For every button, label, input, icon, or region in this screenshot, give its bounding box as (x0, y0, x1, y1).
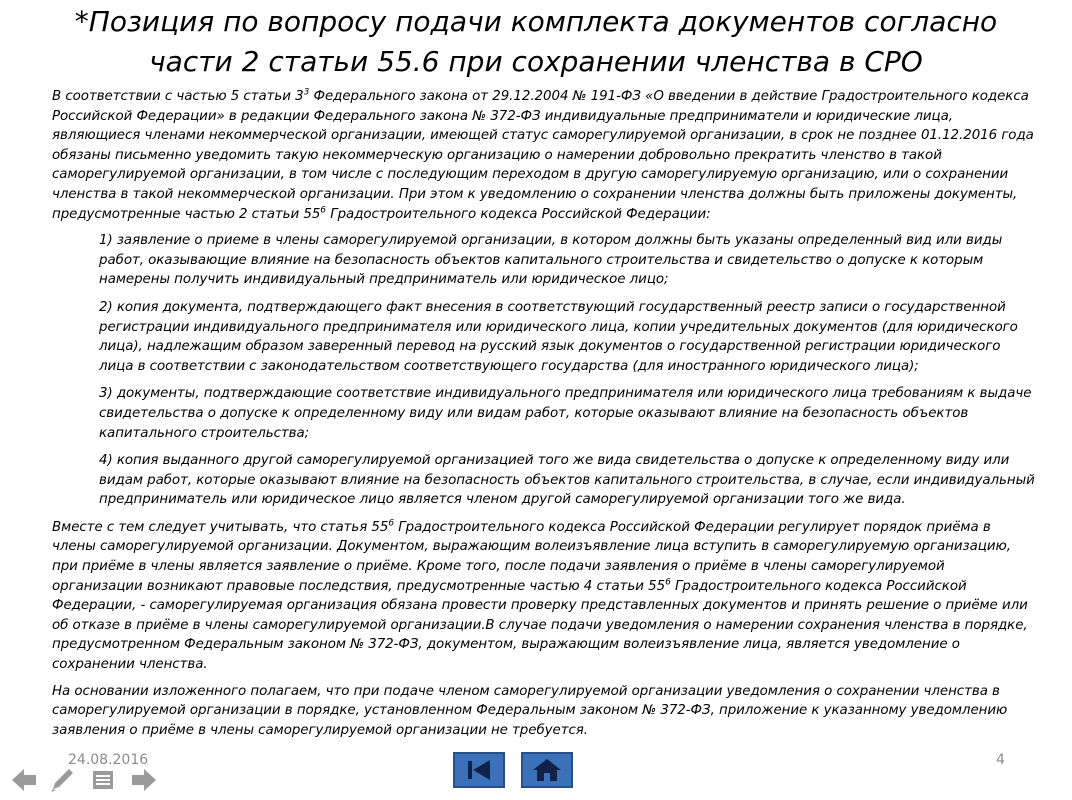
pen-icon (48, 766, 76, 794)
slide-number: 4 (996, 752, 1005, 768)
pen-tool-button[interactable] (48, 766, 76, 794)
list-item: 4) копия выданного другой саморегулируемой организацией того же вида свидетельства о допуске к определенному виду или видам работ, которые оказывают влияние на безопасность объектов капитального строительства, в случае, если индивидуальный предприниматель или юридическое лицо является членом другой саморегулируемой организации того же вида. (99, 453, 1035, 508)
next-slide-button[interactable] (130, 766, 158, 794)
conclusion-paragraph: На основании изложенного полагаем, что при подаче членом саморегулируемой организации уведомления о сохранении членства в саморегулируемой организации в порядке, установленном Федеральным законом № 372-ФЗ, приложение к указанному уведомлению заявления о приёме в члены саморегулируемой организации не требуется. (52, 683, 1008, 738)
slide-title (30, 2, 1042, 82)
home-icon (523, 754, 571, 786)
slide-title-line-1: *Позиция по вопросу подачи комплекта документов согласно (74, 5, 998, 38)
slides-menu-icon (90, 766, 118, 794)
second-paragraph: Вместе с тем следует учитывать, что статья $55^6$ Градостроительного кодекса Российской Федерации регулирует порядок приёма в члены саморегулируемой организации. Документом, выражающим волеизъявление лица вступить в саморегулируемую организацию, при приёме в члены является заявление о приёме. Кроме того, после подачи заявления о приёме в члены саморегулируемой организации возникают правовые последствия, предусмотренные частью 4 статьи $55^6$ Градостроительного кодекса Российской Федерации, - саморегулируемая организация обязана провести проверку представленных документов и принять решение о приёме или об отказе в приёме в члены саморегулируемой организации.В случае подачи уведомления о намерении сохранения членства в порядке, предусмотренном Федеральным законом № 372-ФЗ, документом, выражающим волеизъявление лица, является уведомление о сохранении членства. (52, 518, 1028, 673)
previous-slide-button[interactable] (10, 766, 38, 794)
slide-title-line-2: части 2 статьи 55.6 при сохранении членства в СРО (149, 45, 923, 78)
slide-body (52, 87, 1037, 747)
intro-paragraph: В соответствии с частью 5 статьи $3^3$ Федерального закона от 29.12.2004 № 191-ФЗ «О введении в действие Градостроительного кодекса Российской Федерации» в редакции Федерального закона № 372-ФЗ индивидуальные предприниматели и юридические лица, являющиеся членами некоммерческой организации, имеющей статус саморегулируемой организации, в срок не позднее 01.12.2016 года обязаны письменно уведомить такую некоммерческую организацию о намерении добровольно прекратить членство в такой саморегулируемой организации, в том числе с последующим переходом в другую саморегулируемую организацию, или о сохранении членства в такой некоммерческой организации. При этом к уведомлению о сохранении членства должны быть приложены документы, предусмотренные частью 2 статьи $55^6$ Градостроительного кодекса Российской Федерации: (52, 87, 1034, 222)
footer-date: 24.08.2016 (68, 752, 149, 768)
home-button[interactable] (521, 752, 573, 788)
list-item: 2) копия документа, подтверждающего факт внесения в соответствующий государственный реестр записи о государственной регистрации индивидуального предпринимателя или юридического лица, копии учредительных документов (для юридического лица), надлежащим образом заверенный перевод на русский язык документов о государственной регистрации юридического лица в соответствии с законодательством соответствующего государства (для иностранного юридического лица); (99, 299, 1018, 374)
documents-list (52, 231, 1037, 510)
arrow-right-icon (130, 766, 158, 794)
skip-to-first-icon (455, 754, 503, 786)
list-item: 3) документы, подтверждающие соответствие индивидуального предпринимателя или юридического лица требованиям к выдаче свидетельства о допуске к определенному виду или видам работ, которые оказывают влияние на безопасность объектов капитального строительства; (99, 386, 1032, 441)
first-slide-button[interactable] (453, 752, 505, 788)
slides-menu-button[interactable] (90, 766, 118, 794)
arrow-left-icon (10, 766, 38, 794)
list-item: 1) заявление о приеме в члены саморегулируемой организации, в котором должны быть указаны определенный вид или виды работ, оказывающие влияние на безопасность объектов капитального строительства и свидетельство о допуске к которым намерены получить индивидуальный предприниматель или юридическое лицо; (99, 233, 1003, 288)
